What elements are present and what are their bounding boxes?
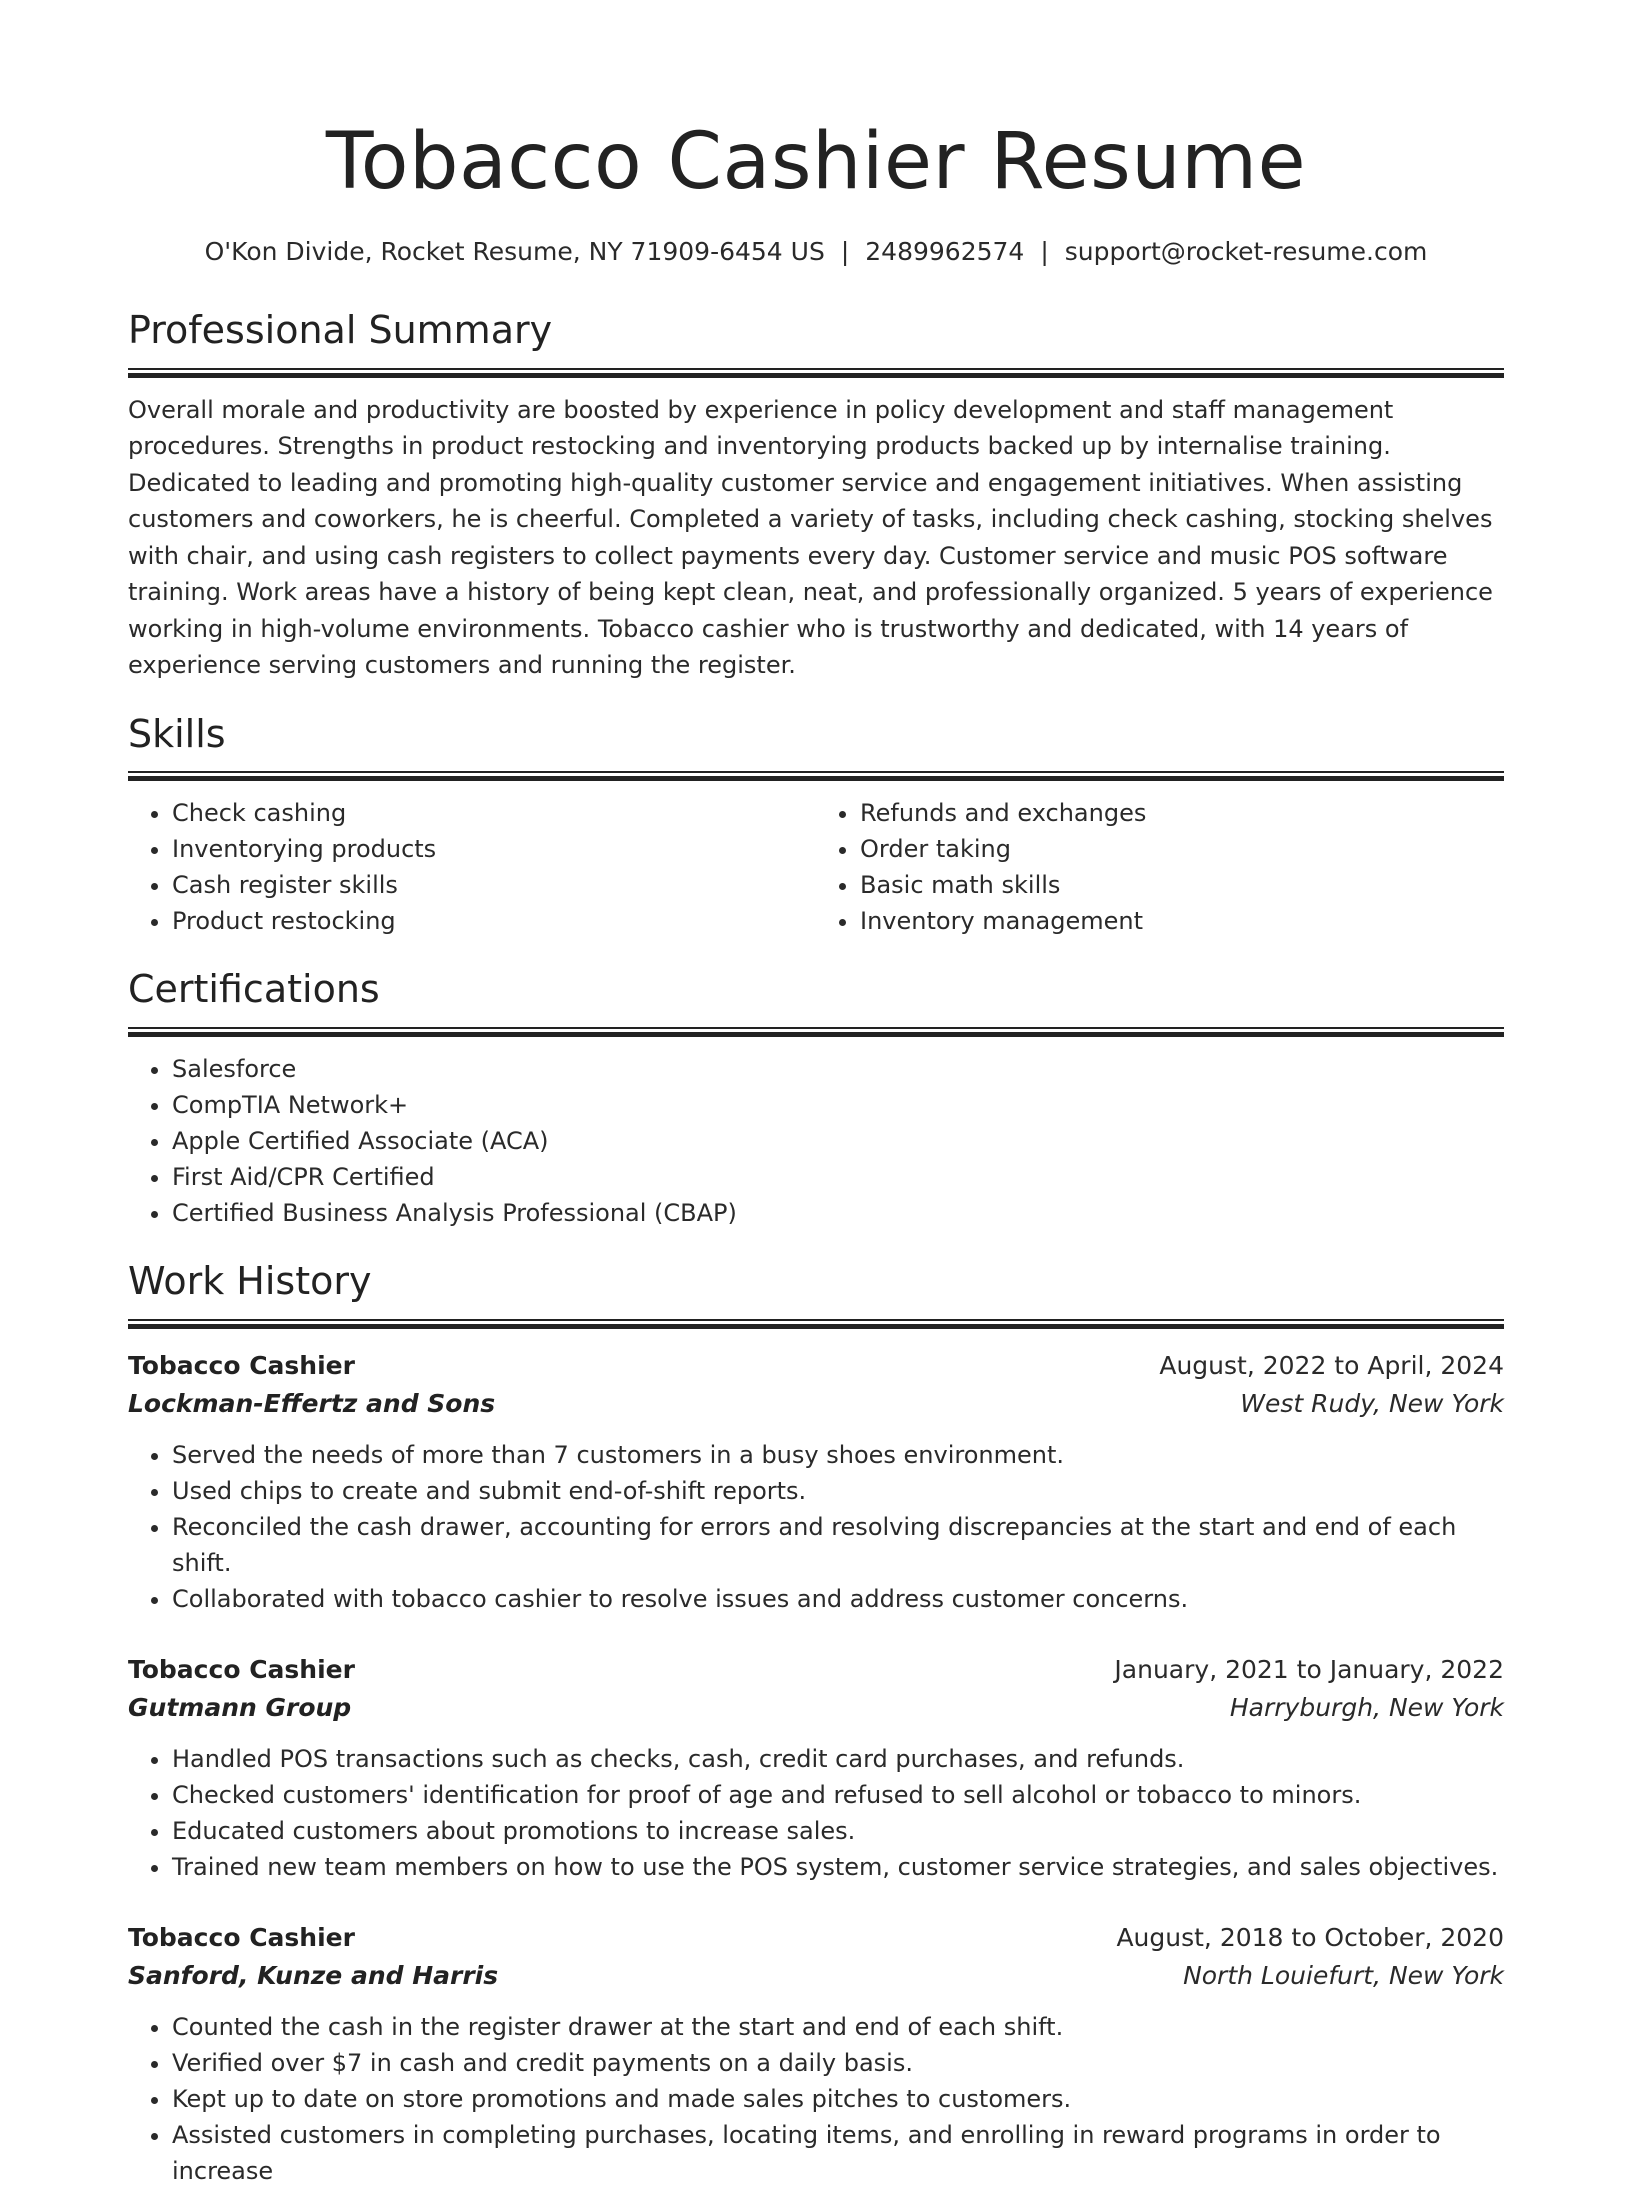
job-company-row: [128, 1689, 1504, 1727]
job-duty-item: • Checked customers' identification for proof of age and refused to sell alcohol or tobacco to minors.: [172, 1777, 1504, 1813]
section-divider: [128, 1027, 1504, 1037]
section-heading: Professional Summary: [128, 308, 553, 353]
job-title: Tobacco Cashier: [128, 1654, 355, 1684]
job-duty-item: • Handled POS transactions such as checks, cash, credit card purchases, and refunds.: [172, 1741, 1504, 1777]
job-dates: January, 2021 to January, 2022: [1114, 1654, 1504, 1684]
job-duties-list: [128, 1437, 1504, 1617]
section-heading: Skills: [128, 711, 226, 756]
job-company: Sanford, Kunze and Harris: [128, 1960, 499, 1990]
certification-item: • Apple Certified Associate (ACA): [172, 1123, 1504, 1159]
section-divider: [128, 368, 1504, 378]
job-company-row: [128, 1385, 1504, 1423]
job-duty-item: • Kept up to date on store promotions and made sales pitches to customers.: [172, 2081, 1504, 2117]
skills-list-right: [816, 795, 1504, 939]
job-location: West Rudy, New York: [1240, 1388, 1504, 1418]
certification-item: • First Aid/CPR Certified: [172, 1159, 1504, 1195]
section-heading: Work History: [128, 1259, 372, 1304]
job-dates: August, 2022 to April, 2024: [1159, 1350, 1504, 1380]
certifications-list: [128, 1051, 1504, 1231]
job-title: Tobacco Cashier: [128, 1350, 355, 1380]
job-duty-item: • Verified over $7 in cash and credit payments on a daily basis.: [172, 2045, 1504, 2081]
job-duties-list: [128, 2009, 1504, 2189]
job-location: North Louiefurt, New York: [1183, 1960, 1504, 1990]
skill-item: • Refunds and exchanges: [860, 795, 1504, 831]
summary-text: Overall morale and productivity are boosted by experience in policy development and staff management procedures. Strengths in product restocking and inventorying products backed up by internalise training. Dedicated to leading and promoting high-quality customer service and engagement initiatives. When assisting customers and coworkers, he is cheerful. Completed a variety of tasks, including check cashing, stocking shelves with chair, and using cash registers to collect payments every day. Customer service and music POS software training. Work areas have a history of being kept clean, neat, and professionally organized. 5 years of experience working in high-volume environments. Tobacco cashier who is trustworthy and dedicated, with 14 years of experience serving customers and running the register.: [128, 395, 1493, 680]
certifications-section: [128, 967, 1504, 1231]
skill-item: • Order taking: [860, 831, 1504, 867]
contact-address: O'Kon Divide, Rocket Resume, NY 71909-6454 US: [204, 236, 825, 266]
skill-item: • Basic math skills: [860, 867, 1504, 903]
certification-item: • Salesforce: [172, 1051, 1504, 1087]
certification-item: • CompTIA Network+: [172, 1087, 1504, 1123]
job-title: Tobacco Cashier: [128, 1922, 355, 1952]
job-entry: [128, 1347, 1504, 1617]
job-duty-item: • Counted the cash in the register drawer at the start and end of each shift.: [172, 2009, 1504, 2045]
work-history-section: [128, 1259, 1504, 2189]
professional-summary-section: [128, 308, 1504, 684]
skill-item: • Check cashing: [172, 795, 816, 831]
job-company: Lockman-Effertz and Sons: [128, 1388, 496, 1418]
job-dates: August, 2018 to October, 2020: [1116, 1922, 1504, 1952]
job-header-row: [128, 1347, 1504, 1385]
skill-item: • Cash register skills: [172, 867, 816, 903]
job-header-row: [128, 1919, 1504, 1957]
job-duty-item: • Reconciled the cash drawer, accounting for errors and resolving discrepancies at the start and end of each shift.: [172, 1509, 1504, 1581]
section-divider: [128, 771, 1504, 781]
contact-separator: |: [1040, 236, 1049, 266]
skills-grid: [128, 795, 1504, 939]
skills-list-left: [128, 795, 816, 939]
skills-section: [128, 712, 1504, 940]
job-entry: [128, 1919, 1504, 2189]
certification-item: • Certified Business Analysis Professional (CBAP): [172, 1195, 1504, 1231]
job-duty-item: • Served the needs of more than 7 customers in a busy shoes environment.: [172, 1437, 1504, 1473]
job-company: Gutmann Group: [128, 1692, 352, 1722]
job-duty-item: • Used chips to create and submit end-of-shift reports.: [172, 1473, 1504, 1509]
skill-item: • Inventorying products: [172, 831, 816, 867]
job-duty-item: • Assisted customers in completing purchases, locating items, and enrolling in reward programs in order to increase: [172, 2117, 1504, 2189]
job-duties-list: [128, 1741, 1504, 1885]
skill-item: • Inventory management: [860, 903, 1504, 939]
section-heading: Certifications: [128, 967, 380, 1012]
section-divider: [128, 1319, 1504, 1329]
contact-email: support@rocket-resume.com: [1064, 236, 1428, 266]
contact-line: [128, 236, 1504, 269]
contact-phone: 2489962574: [865, 236, 1025, 266]
job-location: Harryburgh, New York: [1229, 1692, 1504, 1722]
job-duty-item: • Collaborated with tobacco cashier to resolve issues and address customer concerns.: [172, 1581, 1504, 1617]
job-entry: [128, 1651, 1504, 1885]
contact-separator: |: [840, 236, 850, 266]
skill-item: • Product restocking: [172, 903, 816, 939]
job-duty-item: • Trained new team members on how to use the POS system, customer service strategies, and sales objectives.: [172, 1849, 1504, 1885]
job-company-row: [128, 1957, 1504, 1995]
job-header-row: [128, 1651, 1504, 1689]
job-duty-item: • Educated customers about promotions to increase sales.: [172, 1813, 1504, 1849]
page-title: Tobacco Cashier Resume: [325, 117, 1307, 207]
